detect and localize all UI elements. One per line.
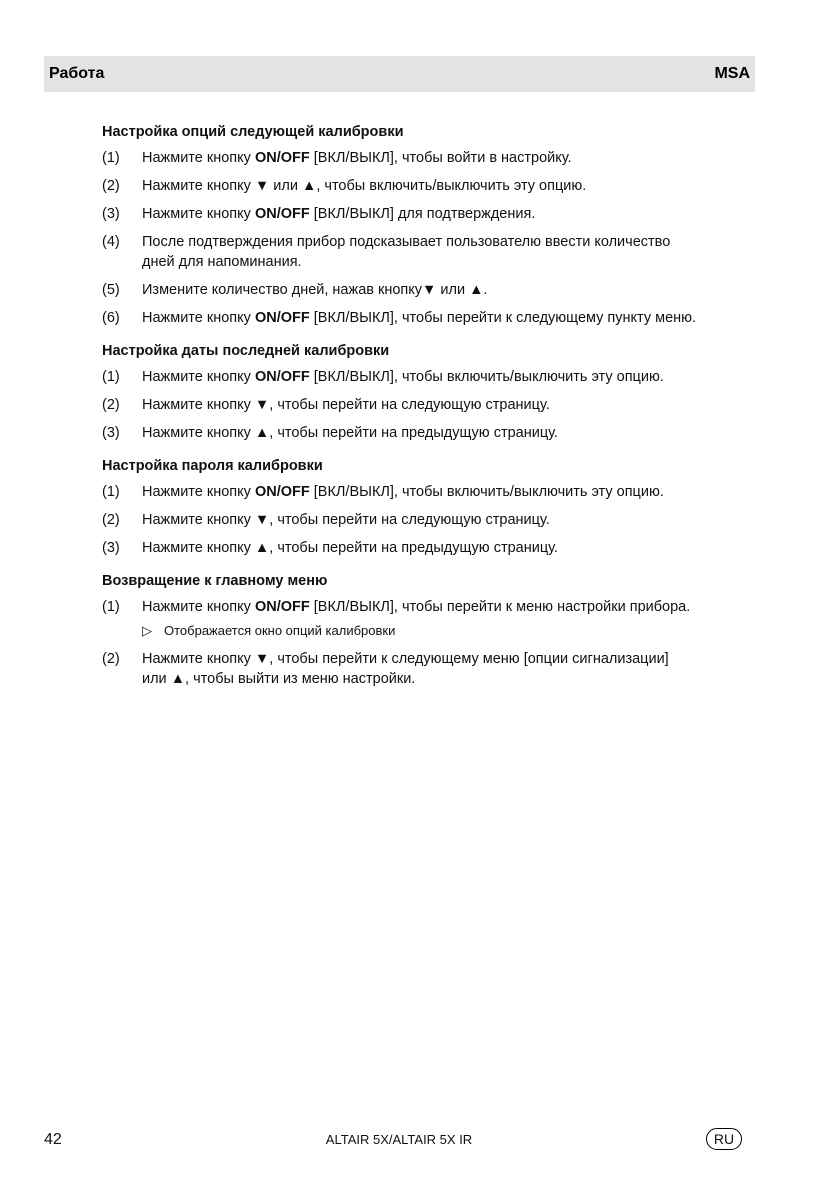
step-text-part: [ВКЛ/ВЫКЛ], чтобы включить/выключить эту опцию. — [309, 484, 664, 500]
result-note — [142, 621, 762, 641]
footer-product-title: ALTAIR 5X/ALTAIR 5X IR — [325, 1132, 473, 1147]
button-name: ON/OFF — [254, 150, 310, 166]
step-number: (4) — [102, 234, 120, 250]
step-item — [102, 176, 762, 196]
instruction-section — [102, 122, 762, 328]
step-text-part: Нажмите кнопку — [142, 599, 255, 615]
step-text — [142, 367, 762, 387]
step-text-part: Нажмите кнопку ▼ или ▲, чтобы включить/выключить эту опцию. — [142, 178, 587, 194]
step-text — [142, 204, 762, 224]
button-name: ON/OFF — [254, 206, 310, 222]
step-number: (1) — [102, 484, 120, 500]
page-header — [44, 56, 755, 92]
section-title: Возвращение к главному меню — [102, 573, 328, 589]
step-text-part: [ВКЛ/ВЫКЛ], чтобы включить/выключить эту опцию. — [309, 369, 664, 385]
step-item — [102, 232, 762, 272]
page-number: 42 — [44, 1131, 62, 1148]
step-text-part: [ВКЛ/ВЫКЛ], чтобы войти в настройку. — [309, 150, 572, 166]
step-item — [102, 395, 762, 415]
step-number: (1) — [102, 150, 120, 166]
step-text — [142, 232, 762, 272]
step-text-part: Нажмите кнопку — [142, 310, 255, 326]
step-text-part: Нажмите кнопку ▼, чтобы перейти к следующему меню [опции сигнализации] или ▲, чтобы выйти из меню настройки. — [142, 651, 669, 687]
header-section-title: Работа — [49, 65, 105, 82]
step-item — [102, 148, 762, 168]
result-note-text: Отображается окно опций калибровки — [164, 623, 396, 638]
button-name: ON/OFF — [254, 599, 310, 615]
step-text-part: Нажмите кнопку ▲, чтобы перейти на предыдущую страницу. — [142, 425, 558, 441]
step-number: (2) — [102, 397, 120, 413]
step-item — [102, 423, 762, 443]
step-item — [102, 367, 762, 387]
page-content — [102, 114, 762, 697]
step-text-part: [ВКЛ/ВЫКЛ], чтобы перейти к меню настройки прибора. — [309, 599, 691, 615]
step-number: (5) — [102, 282, 120, 298]
step-text-part: Нажмите кнопку — [142, 484, 255, 500]
step-text-part: Нажмите кнопку ▼, чтобы перейти на следующую страницу. — [142, 512, 550, 528]
button-name: ON/OFF — [254, 310, 310, 326]
step-text — [142, 482, 762, 502]
step-item — [102, 280, 762, 300]
step-text — [142, 538, 762, 558]
step-text — [142, 423, 762, 443]
step-text-part: Нажмите кнопку ▼, чтобы перейти на следующую страницу. — [142, 397, 550, 413]
step-item — [102, 538, 762, 558]
instruction-section — [102, 341, 762, 443]
step-text — [142, 308, 762, 328]
section-title: Настройка пароля калибровки — [102, 458, 323, 474]
step-number: (2) — [102, 512, 120, 528]
header-brand: MSA — [714, 65, 750, 82]
step-text — [142, 148, 762, 168]
step-item — [102, 482, 762, 502]
step-text — [142, 649, 762, 689]
step-number: (1) — [102, 369, 120, 385]
step-text-part: Нажмите кнопку ▲, чтобы перейти на предыдущую страницу. — [142, 540, 558, 556]
step-number: (3) — [102, 206, 120, 222]
button-name: ON/OFF — [254, 369, 310, 385]
step-text — [142, 597, 762, 617]
step-text-part: [ВКЛ/ВЫКЛ], чтобы перейти к следующему пункту меню. — [309, 310, 697, 326]
step-text — [142, 395, 762, 415]
step-item — [102, 204, 762, 224]
result-arrow-icon: ▷ — [142, 623, 152, 638]
step-item — [102, 510, 762, 530]
step-text-part: Измените количество дней, нажав кнопку▼ или ▲. — [142, 282, 488, 298]
language-badge: RU — [706, 1128, 742, 1150]
step-text — [142, 176, 762, 196]
step-number: (2) — [102, 178, 120, 194]
section-title: Настройка даты последней калибровки — [102, 343, 390, 359]
step-number: (1) — [102, 599, 120, 615]
step-text-part: [ВКЛ/ВЫКЛ] для подтверждения. — [309, 206, 536, 222]
step-number: (6) — [102, 310, 120, 326]
instruction-section — [102, 456, 762, 558]
step-number: (3) — [102, 540, 120, 556]
step-text — [142, 510, 762, 530]
step-text-part: Нажмите кнопку — [142, 369, 255, 385]
button-name: ON/OFF — [254, 484, 310, 500]
step-text-part: Нажмите кнопку — [142, 206, 255, 222]
step-text — [142, 280, 762, 300]
step-text-part: Нажмите кнопку — [142, 150, 255, 166]
step-item — [102, 308, 762, 328]
step-text-part: После подтверждения прибор подсказывает пользователю ввести количество дней для напоминания. — [142, 234, 671, 270]
section-title: Настройка опций следующей калибровки — [102, 124, 404, 140]
step-number: (3) — [102, 425, 120, 441]
instruction-section — [102, 571, 762, 689]
step-item — [102, 649, 762, 689]
step-number: (2) — [102, 651, 120, 667]
step-item — [102, 597, 762, 617]
